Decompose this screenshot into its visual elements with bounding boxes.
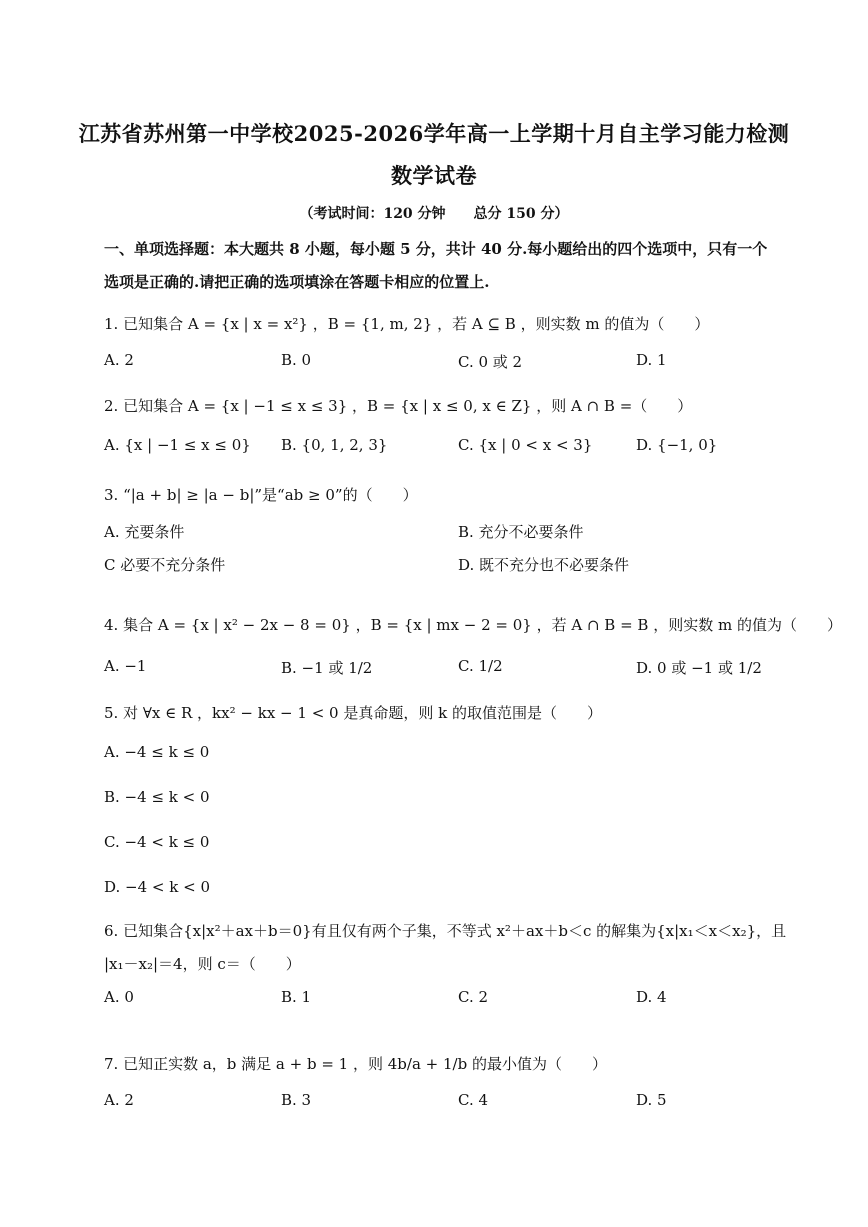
question-4-option-a: A. −1	[104, 657, 147, 675]
question-7-option-b: B. 3	[281, 1091, 312, 1109]
question-7-stem: 7. 已知正实数 a，b 满足 a + b = 1 ，则 4b/a + 1/b 的最小值为（ ）	[104, 1055, 607, 1073]
subject-title: 数学试卷	[391, 163, 477, 188]
question-3-stem: 3. “|a + b| ≥ |a − b|”是“ab ≥ 0”的（ ）	[104, 486, 418, 504]
question-4-stem: 4. 集合 A = {x | x² − 2x − 8 = 0} ，B = {x | mx − 2 = 0} ，若 A ∩ B = B ，则实数 m 的值为（ ）	[104, 616, 842, 634]
question-1-option-c: C. 0 或 2	[458, 353, 523, 371]
section-heading-line1: 一、单项选择题：本大题共 8 小题，每小题 5 分，共计 40 分.每小题给出的四个选项中，只有一个	[104, 240, 768, 258]
question-7-option-a: A. 2	[104, 1091, 134, 1109]
question-6-option-d: D. 4	[636, 988, 667, 1006]
question-3-option-c: C 必要不充分条件	[104, 556, 226, 574]
question-1-option-b: B. 0	[281, 351, 312, 369]
page-title: 江苏省苏州第一中学校2025-2026学年高一上学期十月自主学习能力检测	[78, 121, 790, 146]
question-6-option-c: C. 2	[458, 988, 489, 1006]
question-1-stem: 1. 已知集合 A = {x | x = x²} ，B = {1, m, 2} ，若 A ⊆ B ，则实数 m 的值为（ ）	[104, 315, 710, 333]
question-6-option-b: B. 1	[281, 988, 312, 1006]
question-1-option-d: D. 1	[636, 351, 667, 369]
question-5-option-d: D. −4 < k < 0	[104, 878, 210, 896]
question-6-stem-line1: 6. 已知集合{x|x²＋ax＋b＝0}有且仅有两个子集，不等式 x²＋ax＋b＜c 的解集为{x|x₁＜x＜x₂}，且	[104, 922, 787, 940]
question-2-stem: 2. 已知集合 A = {x | −1 ≤ x ≤ 3} ，B = {x | x ≤ 0, x ∈ Z} ，则 A ∩ B =（ ）	[104, 397, 693, 415]
question-1-option-a: A. 2	[104, 351, 134, 369]
question-5-option-b: B. −4 ≤ k < 0	[104, 788, 210, 806]
question-5-option-c: C. −4 < k ≤ 0	[104, 833, 210, 851]
question-4-option-b: B. −1 或 1/2	[281, 659, 373, 677]
question-6-stem-line2: |x₁－x₂|＝4，则 c＝（ ）	[104, 955, 301, 973]
question-3-option-b: B. 充分不必要条件	[458, 523, 584, 541]
section-heading-line2: 选项是正确的.请把正确的选项填涂在答题卡相应的位置上.	[104, 273, 490, 291]
question-7-option-c: C. 4	[458, 1091, 489, 1109]
question-2-option-c: C. {x | 0 < x < 3}	[458, 436, 593, 454]
exam-info: （考试时间：120 分钟 总分 150 分）	[299, 206, 569, 222]
question-4-option-d: D. 0 或 −1 或 1/2	[636, 659, 762, 677]
question-5-option-a: A. −4 ≤ k ≤ 0	[104, 743, 210, 761]
question-4-option-c: C. 1/2	[458, 657, 503, 675]
question-2-option-b: B. {0, 1, 2, 3}	[281, 436, 388, 454]
question-7-option-d: D. 5	[636, 1091, 667, 1109]
question-5-stem: 5. 对 ∀x ∈ R ，kx² − kx − 1 < 0 是真命题，则 k 的取值范围是（ ）	[104, 704, 602, 722]
question-3-option-a: A. 充要条件	[104, 523, 185, 541]
question-6-option-a: A. 0	[104, 988, 134, 1006]
question-2-option-a: A. {x | −1 ≤ x ≤ 0}	[104, 436, 251, 454]
question-2-option-d: D. {−1, 0}	[636, 436, 718, 454]
question-3-option-d: D. 既不充分也不必要条件	[458, 556, 630, 574]
